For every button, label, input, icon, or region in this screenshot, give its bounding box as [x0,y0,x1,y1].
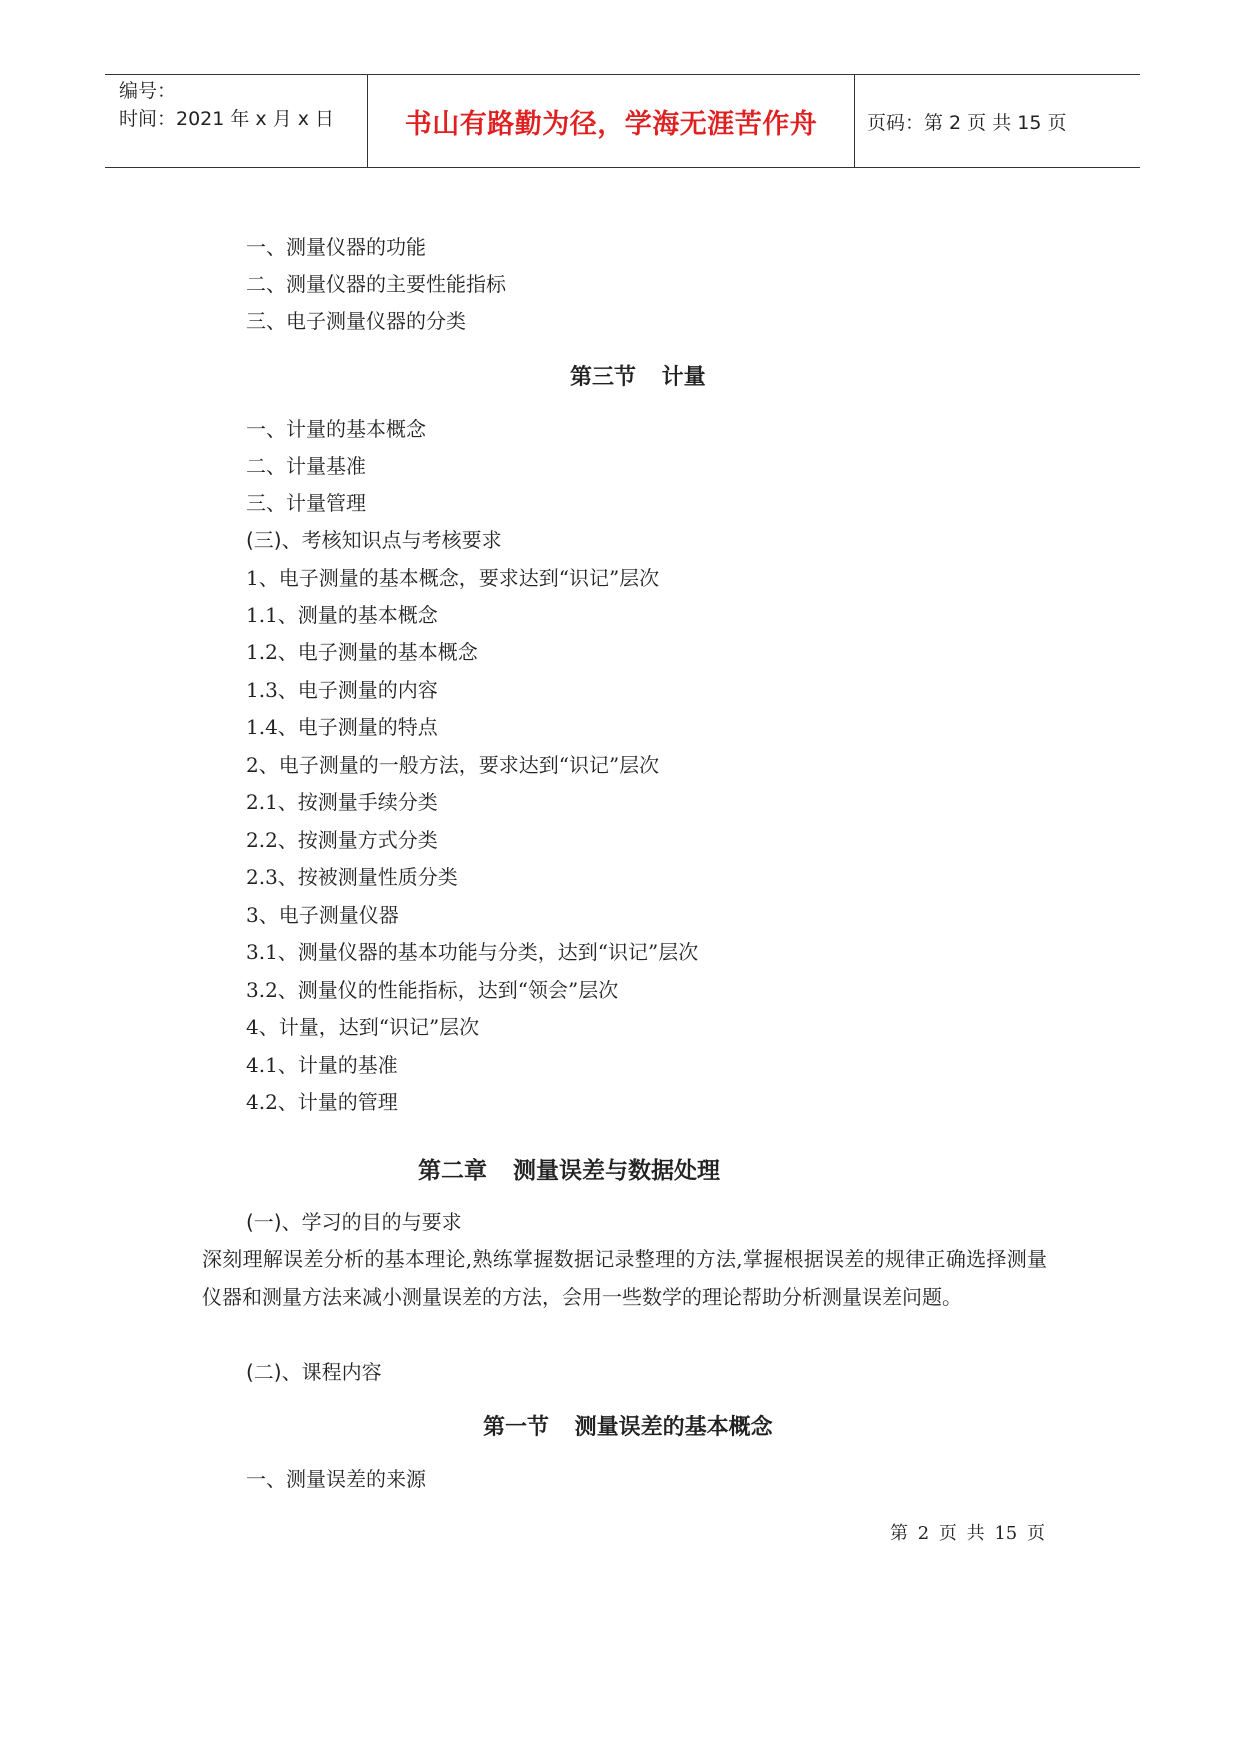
assessment-item: 1.4、电子测量的特点 [246,715,438,739]
document-date-label: 时间：2021 年 x 月 x 日 [119,108,335,130]
goals-paragraph: 深刻理解误差分析的基本理论,熟练掌握数据记录整理的方法,掌握根据误差的规律正确选择测量仪器和测量方法来减小测量误差的方法，会用一些数学的理论帮助分析测量误差问题。 [202,1247,1047,1309]
header-page-label: 页码：第 2 页 共 15 页 [867,111,1067,134]
assessment-title: (三)、考核知识点与考核要求 [246,528,502,552]
assessment-item: 4、计量，达到“识记”层次 [246,1015,480,1039]
page-header [105,74,1140,168]
outline-item: 二、计量基准 [246,454,366,478]
section-heading: 第一节 测量误差的基本概念 [483,1415,773,1440]
header-info-cell [105,75,368,167]
document-number-label: 编号： [119,80,177,102]
assessment-item: 1.1、测量的基本概念 [246,603,438,627]
outline-item: 一、测量仪器的功能 [246,235,426,259]
assessment-item: 3.1、测量仪器的基本功能与分类，达到“识记”层次 [246,940,699,964]
outline-item: 一、计量的基本概念 [246,417,426,441]
assessment-item: 1.3、电子测量的内容 [246,678,438,702]
assessment-item: 2、电子测量的一般方法，要求达到“识记”层次 [246,753,660,777]
chapter-heading: 第二章 测量误差与数据处理 [418,1158,721,1184]
outline-item: 三、计量管理 [246,491,366,515]
assessment-item: 4.1、计量的基准 [246,1053,398,1077]
assessment-item: 1、电子测量的基本概念，要求达到“识记”层次 [246,566,660,590]
assessment-item: 3.2、测量仪的性能指标，达到“领会”层次 [246,978,619,1002]
goals-title: (一)、学习的目的与要求 [246,1210,462,1234]
assessment-item: 2.3、按被测量性质分类 [246,865,458,889]
assessment-item: 1.2、电子测量的基本概念 [246,640,478,664]
assessment-item: 2.2、按测量方式分类 [246,828,438,852]
content-title: (二)、课程内容 [246,1360,382,1384]
outline-item: 二、测量仪器的主要性能指标 [246,272,506,296]
outline-item: 一、测量误差的来源 [246,1467,426,1491]
assessment-item: 4.2、计量的管理 [246,1090,398,1114]
header-motto: 书山有路勤为径，学海无涯苦作舟 [368,75,855,167]
page-footer: 第 2 页 共 15 页 [890,1523,1045,1544]
outline-item: 三、电子测量仪器的分类 [246,309,466,333]
assessment-item: 3、电子测量仪器 [246,903,399,927]
section-heading: 第三节 计量 [570,365,706,390]
assessment-item: 2.1、按测量手续分类 [246,790,438,814]
